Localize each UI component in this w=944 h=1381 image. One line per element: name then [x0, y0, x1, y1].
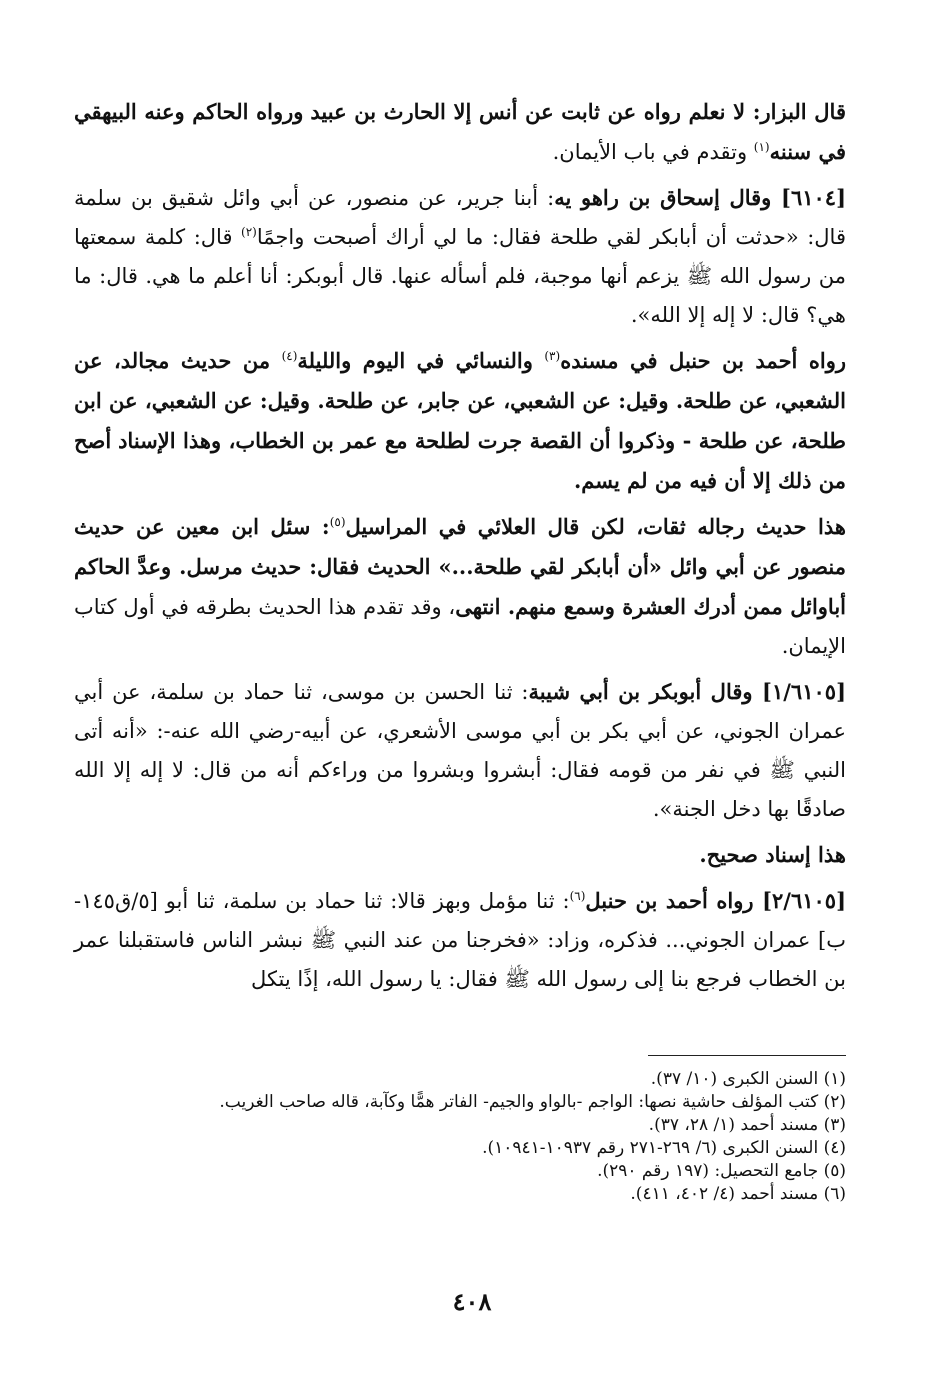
paragraph-p6: [74, 835, 846, 875]
text-run: : أبنا جرير، عن منصور، عن أبي وائل شقيق بن سلمة: [74, 186, 555, 210]
text-run: هذا حديث رجاله ثقات، لكن قال العلائي في المراسيل: [345, 514, 846, 539]
text-run: [٢/٦١٠٥] رواه أحمد بن حنبل: [585, 888, 847, 913]
text-run: وتقدم في باب الأيمان.: [552, 140, 754, 164]
paragraph-p3: [74, 341, 846, 501]
footnote-marker: (٦): [569, 889, 586, 903]
page-number: ٤٠٨: [452, 1287, 492, 1316]
text-run: منصور عن أبي وائل «أن أبابكر لقي طلحة...» الحديث فقال: حديث مرسل. وعدَّ: [137, 554, 846, 579]
text-run: والنسائي في اليوم والليلة: [297, 348, 545, 373]
paragraph-p2: [74, 178, 846, 335]
text-run: [٦١٠٤] وقال إسحاق بن راهو يه: [554, 185, 846, 210]
footnote-6: (٦) مسند أحمد (٤/ ٤٠٢، ٤١١).: [630, 1184, 846, 1204]
text-run: : ثنا الحسن بن موسى، ثنا حماد بن سلمة، عن أبي: [74, 680, 529, 704]
paragraph-p4: [74, 507, 846, 666]
text-run: صادقًا بها دخل الجنة».: [652, 797, 846, 821]
footnote-marker: (٥): [329, 515, 346, 529]
text-run: أبو [٥/ق١٤٥-ب] عمران الجوني... فذكره، وزاد: «فخرجنا من عند النبي ﷺ نبشر الناس: [74, 889, 846, 952]
footnote-marker: (١): [753, 140, 770, 154]
text-run: أصح من ذلك إلا أن فيه من لم يسم.: [74, 428, 846, 493]
footnote-separator: [648, 1055, 846, 1056]
footnote-5: (٥) جامع التحصيل: (١٩٧ رقم ٢٩٠).: [597, 1161, 846, 1181]
footnote-2: (٢) كتب المؤلف حاشية نصها: الواجم -بالواو والجيم- الفاتر همًّا وكآبة، قاله صاحب الغريب.: [219, 1092, 846, 1112]
text-run: قال: كلمة سمعتها: [74, 225, 242, 249]
footnote-marker: (٣): [544, 349, 561, 363]
text-run: فاستقبلنا عمر بن الخطاب فرجع بنا إلى رسول الله ﷺ فقال: يا رسول الله، إذًا يتكل: [74, 928, 846, 991]
text-run: ما هي؟ قال: لا إله إلا الله».: [74, 264, 846, 327]
text-run: : سئل ابن معين عن حديث: [74, 514, 330, 539]
text-run: النبي ﷺ في نفر من قومه فقال: أبشروا وبشروا من وراءكم أنه من قال: لا إله إلا الله: [74, 758, 846, 782]
text-run: قال: «حدثت أن أبابكر لقي طلحة فقال: ما لي أراك أصبحت واجمًا: [256, 225, 846, 249]
footnote-4: (٤) السنن الكبرى (٦/ ٢٦٩-٢٧١ رقم ١٠٩٣٧-١٠٩٤١).: [482, 1138, 846, 1158]
footnotes: [74, 1068, 846, 1206]
text-run: : ثنا مؤمل وبهز قالا: ثنا حماد بن سلمة، ثنا: [196, 889, 570, 913]
text-run: رواه أحمد بن حنبل في مسنده: [560, 348, 846, 373]
footnote-marker: (٢): [241, 225, 257, 239]
paragraph-p5: [74, 672, 846, 829]
text-run: هذا إسناد صحيح.: [699, 842, 846, 867]
text-run: [١/٦١٠٥] وقال أبوبكر بن أبي شيبة: [528, 679, 846, 704]
text-run: طلحة، عن طلحة - وذكروا أن القصة جرت لطلحة مع عمر بن الخطاب، وهذا الإسناد: [118, 428, 846, 453]
footnote-3: (٣) مسند أحمد (١/ ٢٨، ٣٧).: [648, 1115, 846, 1135]
text-run: الحاكم أباوائل ممن أدرك العشرة وسمع منهم. انتهى: [74, 554, 847, 619]
text-run: ورواه الحاكم وعنه البيهقي في سننه: [74, 99, 846, 164]
footnote-1: (١) السنن الكبرى (١٠/ ٣٧).: [650, 1069, 846, 1089]
paragraph-p7: [74, 881, 846, 999]
text-run: قال البزار: لا نعلم رواه عن ثابت عن أنس إلا الحارث بن عبيد: [310, 99, 846, 124]
main-text: [74, 92, 846, 1005]
text-run: عن طلحة. وقيل: عن الشعبي، عن جابر، عن طلحة. وقيل: عن الشعبي، عن ابن: [74, 388, 768, 413]
text-run: من رسول الله ﷺ يزعم أنها موجبة، فلم أسأله عنها. قال أبوبكر: أنا أعلم ما هي. قال:: [99, 264, 846, 288]
footnote-marker: (٤): [281, 349, 298, 363]
text-run: ، وقد تقدم هذا الحديث بطرقه في أول: [123, 595, 456, 619]
text-run: عمران الجوني، عن أبي بكر بن أبي موسى الأشعري، عن أبيه-رضي الله عنه-: «أنه أتى: [74, 719, 846, 743]
paragraph-p1: [74, 92, 846, 172]
text-run: كتاب الإيمان.: [74, 595, 846, 658]
text-run: من حديث مجالد، عن الشعبي،: [74, 348, 846, 413]
